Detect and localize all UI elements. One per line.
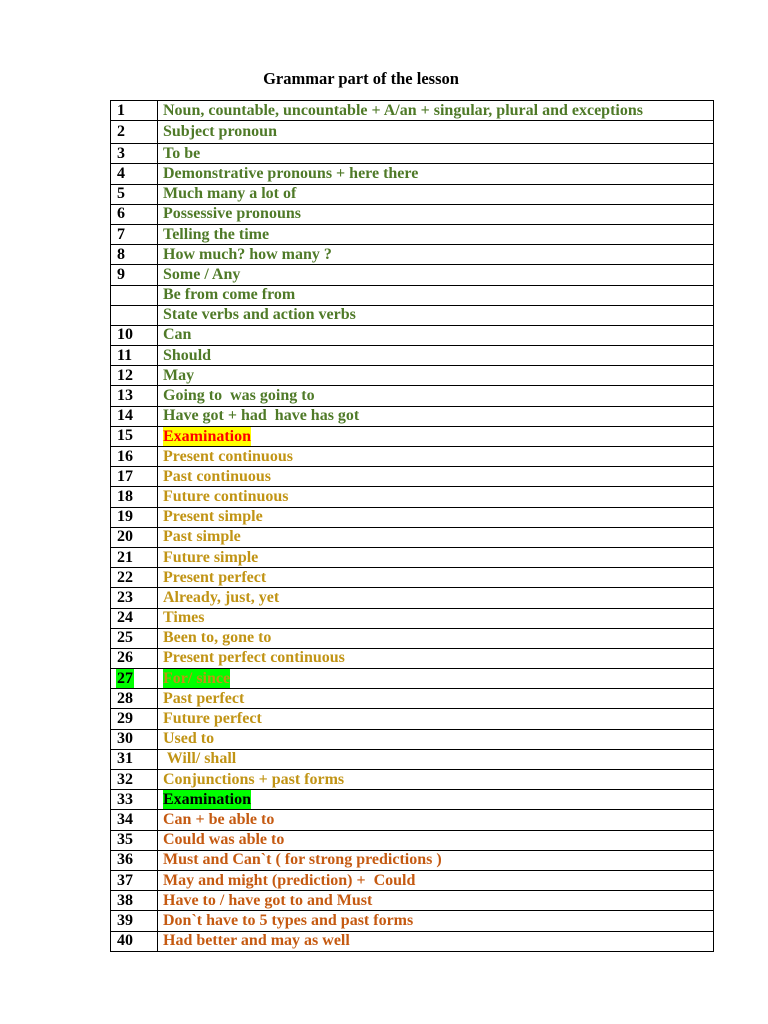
lesson-topic: Future perfect [163, 710, 262, 728]
lesson-topic-cell [158, 588, 714, 608]
lesson-number: 8 [117, 245, 125, 263]
table-row [111, 527, 714, 547]
table-row [111, 669, 714, 689]
lesson-topic: Already, just, yet [163, 588, 280, 606]
lesson-number: 23 [117, 588, 133, 606]
lesson-topic: Conjunctions + past forms [163, 770, 345, 788]
lesson-topic: How much? how many ? [163, 245, 332, 263]
lesson-number-cell [111, 669, 158, 689]
table-row [111, 749, 714, 769]
lesson-topic-cell [158, 366, 714, 386]
lesson-topic: May [163, 366, 195, 384]
lesson-topic: To be [163, 144, 201, 162]
lesson-topic: Present continuous [163, 447, 293, 465]
table-row [111, 346, 714, 366]
lesson-number-cell [111, 729, 158, 749]
lesson-topic: State verbs and action verbs [163, 306, 356, 324]
lesson-number-cell [111, 911, 158, 931]
lesson-number: 11 [117, 346, 133, 364]
lesson-topic: Some / Any [163, 265, 241, 283]
lesson-number-cell [111, 689, 158, 709]
lesson-number-cell [111, 487, 158, 507]
table-row [111, 426, 714, 446]
lesson-topic-cell [158, 689, 714, 709]
lesson-topic: Times [163, 609, 205, 627]
table-row [111, 870, 714, 890]
lesson-number: 3 [117, 144, 125, 162]
table-row [111, 224, 714, 244]
lesson-number: 15 [117, 427, 133, 445]
lesson-topic: Could was able to [163, 831, 285, 849]
lesson-number: 4 [117, 164, 125, 182]
table-row [111, 121, 714, 144]
lesson-number-cell [111, 588, 158, 608]
lesson-number-cell [111, 164, 158, 184]
lesson-number-cell [111, 144, 158, 164]
lesson-number: 34 [117, 810, 133, 828]
lesson-number: 22 [117, 568, 133, 586]
lesson-topic: May and might (prediction) + Could [163, 871, 416, 889]
lesson-number: 2 [117, 123, 125, 141]
lesson-number-cell [111, 891, 158, 911]
lesson-number: 28 [117, 689, 133, 707]
lesson-topic: Noun, countable, uncountable + A/an + singular, plural and exceptions [163, 101, 643, 119]
lesson-topic-cell [158, 770, 714, 790]
lesson-number: 25 [117, 629, 133, 647]
lesson-number: 1 [117, 101, 125, 119]
lesson-number: 7 [117, 225, 125, 243]
lesson-topic: Had better and may as well [163, 932, 350, 950]
lesson-number: 10 [117, 326, 133, 344]
lessons-table-body [111, 101, 714, 952]
table-row [111, 285, 714, 305]
lesson-topic-cell [158, 547, 714, 567]
table-row [111, 810, 714, 830]
lesson-number-cell [111, 265, 158, 285]
lesson-topic-cell [158, 628, 714, 648]
lesson-number-cell [111, 850, 158, 870]
lesson-number: 27 [117, 670, 133, 688]
lesson-topic: Past simple [163, 528, 241, 546]
lesson-number: 12 [117, 366, 133, 384]
lesson-topic-cell [158, 204, 714, 224]
lesson-topic-cell [158, 144, 714, 164]
lesson-number: 13 [117, 387, 133, 405]
table-row [111, 568, 714, 588]
lesson-number-cell [111, 366, 158, 386]
lesson-topic: Present simple [163, 508, 263, 526]
lesson-topic-cell [158, 426, 714, 446]
table-row [111, 487, 714, 507]
lesson-number: 33 [117, 790, 133, 808]
lesson-topic: Past perfect [163, 689, 245, 707]
lesson-topic-cell [158, 568, 714, 588]
lesson-topic: Subject pronoun [163, 123, 277, 141]
lesson-number-cell [111, 447, 158, 467]
table-row [111, 204, 714, 224]
lesson-number-cell [111, 467, 158, 487]
lesson-number-cell [111, 770, 158, 790]
lesson-number-cell [111, 931, 158, 951]
table-row [111, 709, 714, 729]
lesson-number-cell [111, 386, 158, 406]
lesson-number-cell [111, 325, 158, 345]
lesson-topic: Will/ shall [163, 750, 237, 768]
lesson-topic: Going to was going to [163, 387, 315, 405]
table-row [111, 608, 714, 628]
lesson-topic: Telling the time [163, 225, 270, 243]
lesson-topic-cell [158, 386, 714, 406]
lesson-number: 18 [117, 487, 133, 505]
lesson-topic-cell [158, 870, 714, 890]
lesson-number-cell [111, 628, 158, 648]
table-row [111, 790, 714, 810]
lesson-topic: For/ since [163, 670, 231, 688]
lesson-number-cell [111, 527, 158, 547]
table-row [111, 628, 714, 648]
lesson-topic: Can [163, 326, 192, 344]
lesson-number-cell [111, 547, 158, 567]
lesson-topic: Past continuous [163, 467, 272, 485]
lesson-topic-cell [158, 164, 714, 184]
lesson-number: 40 [117, 932, 133, 950]
table-row [111, 547, 714, 567]
examination-highlight: Examination [163, 791, 252, 809]
lesson-number-cell [111, 790, 158, 810]
lesson-topic: Present perfect [163, 568, 267, 586]
table-row [111, 891, 714, 911]
lesson-topic-cell [158, 346, 714, 366]
page-title: Grammar part of the lesson [263, 69, 459, 88]
lesson-number-cell [111, 507, 158, 527]
lesson-number-cell [111, 749, 158, 769]
lesson-number: 5 [117, 185, 125, 203]
table-row [111, 144, 714, 164]
lesson-topic: Future simple [163, 548, 259, 566]
table-row [111, 386, 714, 406]
lesson-number-cell [111, 406, 158, 426]
lesson-number-cell [111, 184, 158, 204]
lesson-topic-cell [158, 669, 714, 689]
table-row [111, 467, 714, 487]
lesson-topic: Can + be able to [163, 810, 275, 828]
lesson-number: 19 [117, 508, 133, 526]
table-row [111, 447, 714, 467]
table-row [111, 729, 714, 749]
lesson-topic-cell [158, 790, 714, 810]
lesson-topic-cell [158, 101, 714, 121]
lesson-number: 31 [117, 750, 133, 768]
table-row [111, 507, 714, 527]
lesson-number-cell [111, 121, 158, 144]
table-row [111, 245, 714, 265]
lesson-topic-cell [158, 406, 714, 426]
lesson-topic-cell [158, 285, 714, 305]
lesson-number: 17 [117, 467, 133, 485]
table-row [111, 184, 714, 204]
table-row [111, 325, 714, 345]
lesson-number: 35 [117, 831, 133, 849]
lesson-topic-cell [158, 121, 714, 144]
lesson-topic-cell [158, 224, 714, 244]
lesson-number-cell [111, 285, 158, 305]
table-row [111, 588, 714, 608]
lesson-number-cell [111, 709, 158, 729]
lesson-topic-cell [158, 648, 714, 668]
lesson-number: 20 [117, 528, 133, 546]
lesson-topic: Been to, gone to [163, 629, 272, 647]
lesson-number-cell [111, 426, 158, 446]
table-row [111, 850, 714, 870]
lesson-number-cell [111, 305, 158, 325]
lesson-number-cell [111, 810, 158, 830]
lesson-topic-cell [158, 507, 714, 527]
table-row [111, 265, 714, 285]
lesson-number-cell [111, 648, 158, 668]
lesson-number: 14 [117, 407, 133, 425]
lesson-number: 16 [117, 447, 133, 465]
lesson-topic-cell [158, 891, 714, 911]
lesson-topic: Present perfect continuous [163, 649, 345, 667]
lesson-number: 37 [117, 871, 133, 889]
lesson-number-cell [111, 346, 158, 366]
table-row [111, 911, 714, 931]
lesson-topic: Much many a lot of [163, 185, 297, 203]
table-row [111, 648, 714, 668]
lesson-topic: Possessive pronouns [163, 205, 301, 223]
lesson-number: 29 [117, 710, 133, 728]
lesson-topic-cell [158, 245, 714, 265]
table-row [111, 406, 714, 426]
lesson-topic: Must and Can`t ( for strong predictions ) [163, 851, 442, 869]
lesson-topic-cell [158, 467, 714, 487]
lesson-number-cell [111, 101, 158, 121]
table-row [111, 830, 714, 850]
lesson-topic-cell [158, 608, 714, 628]
lesson-topic: Demonstrative pronouns + here there [163, 164, 419, 182]
lesson-topic: Have to / have got to and Must [163, 891, 373, 909]
lesson-number: 36 [117, 851, 133, 869]
lesson-number-cell [111, 568, 158, 588]
lesson-topic-cell [158, 729, 714, 749]
lesson-topic: Used to [163, 730, 215, 748]
table-row [111, 101, 714, 121]
lesson-number-cell [111, 224, 158, 244]
lesson-number-cell [111, 204, 158, 224]
lesson-topic-cell [158, 447, 714, 467]
lesson-topic-cell [158, 749, 714, 769]
lesson-topic-cell [158, 265, 714, 285]
table-row [111, 689, 714, 709]
lesson-number: 30 [117, 730, 133, 748]
lesson-topic-cell [158, 487, 714, 507]
lesson-topic-cell [158, 850, 714, 870]
lesson-number: 32 [117, 770, 133, 788]
lesson-topic-cell [158, 184, 714, 204]
lesson-topic: Future continuous [163, 487, 289, 505]
lesson-topic-cell [158, 810, 714, 830]
lesson-number-cell [111, 830, 158, 850]
lesson-topic: Should [163, 346, 212, 364]
lesson-number-cell [111, 608, 158, 628]
lesson-number-cell [111, 870, 158, 890]
lesson-number-cell [111, 245, 158, 265]
lesson-number: 9 [117, 265, 125, 283]
lesson-topic-cell [158, 709, 714, 729]
lesson-number: 38 [117, 891, 133, 909]
lessons-table [110, 100, 714, 952]
lesson-number: 24 [117, 609, 133, 627]
lesson-number: 39 [117, 911, 133, 929]
lesson-topic-cell [158, 931, 714, 951]
lesson-topic: Don`t have to 5 types and past forms [163, 911, 414, 929]
lesson-number: 26 [117, 649, 133, 667]
lesson-topic: Be from come from [163, 286, 296, 304]
table-row [111, 164, 714, 184]
lesson-topic: Have got + had have has got [163, 407, 360, 425]
table-row [111, 366, 714, 386]
table-row [111, 931, 714, 951]
lesson-topic-cell [158, 527, 714, 547]
table-row [111, 305, 714, 325]
lesson-topic-cell [158, 830, 714, 850]
lesson-topic-cell [158, 325, 714, 345]
lesson-number: 21 [117, 548, 133, 566]
examination-highlight: Examination [163, 427, 252, 445]
lesson-number: 6 [117, 205, 125, 223]
table-row [111, 770, 714, 790]
lesson-topic-cell [158, 911, 714, 931]
lesson-topic-cell [158, 305, 714, 325]
